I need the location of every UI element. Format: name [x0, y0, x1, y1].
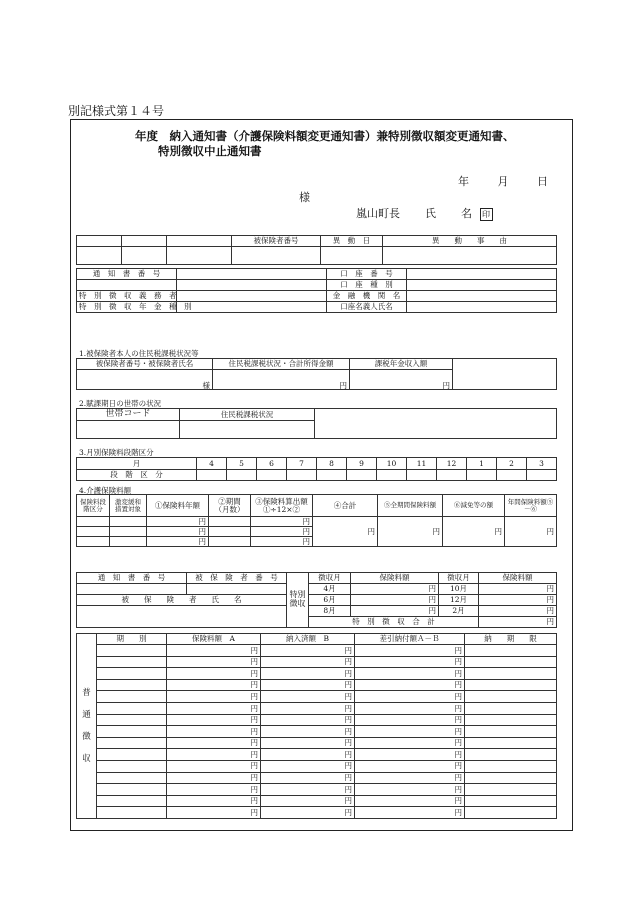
insured-number-header2: 被 保 険 者 番 号	[187, 573, 287, 584]
total-value: 円	[313, 517, 378, 547]
empty-cell	[465, 714, 557, 726]
section1-table	[76, 358, 557, 390]
due-date-header: 納 期 限	[465, 634, 557, 645]
empty-cell	[97, 760, 167, 772]
empty-cell	[465, 691, 557, 703]
notice-number-header: 通 知 書 番 号	[77, 573, 187, 584]
yen-value: 円	[355, 656, 465, 668]
empty-cell	[97, 691, 167, 703]
yen-value: 円	[147, 527, 209, 537]
issuer-mei: 名	[461, 207, 472, 220]
ordinary-row	[77, 656, 557, 668]
empty-cell	[97, 668, 167, 680]
reduction-value: 円	[443, 517, 505, 547]
annual-amount-header: 年間保険料額⑤－⑥	[505, 495, 557, 517]
month-header-right: 徴収月	[439, 573, 479, 584]
empty-cell	[97, 749, 167, 761]
empty-cell	[465, 645, 557, 657]
section3-title: 3.月別保険料段階区分	[79, 448, 154, 457]
ordinary-row	[77, 760, 557, 772]
yen-value: 円	[167, 749, 261, 761]
stage-cell	[257, 470, 287, 481]
yen-value: 円	[355, 737, 465, 749]
yen-value: 円	[167, 656, 261, 668]
section3-table	[76, 457, 557, 481]
date-year: 年	[458, 175, 469, 188]
form-subtitle: 特別徴収中止通知書	[158, 144, 262, 158]
yen-value: 円	[355, 795, 465, 807]
withholding-agent-label: 特 別 徴 収 義 務 者	[77, 291, 177, 302]
yen-value: 円	[167, 645, 261, 657]
empty-cell	[465, 795, 557, 807]
empty-cell	[97, 714, 167, 726]
ordinary-row	[77, 691, 557, 703]
stage-cell	[287, 470, 317, 481]
empty-cell	[465, 656, 557, 668]
amount-header-right: 保険料額	[479, 573, 557, 584]
empty-cell	[97, 784, 167, 796]
header-table	[76, 235, 557, 265]
reduction-header: ⑥減免等の額	[443, 495, 505, 517]
amount-header-left: 保険料額	[351, 573, 439, 584]
stage-cell	[467, 470, 497, 481]
ordinary-collection-label: 普通徴収	[77, 634, 97, 819]
stage-cell	[197, 470, 227, 481]
yen-value: 円	[355, 679, 465, 691]
month-cell: 4月	[309, 584, 351, 595]
month-cell: 8月	[309, 606, 351, 617]
yen-value: 円	[355, 807, 465, 819]
yen-value: 円	[261, 691, 355, 703]
pension-income-header: 課税年金収入額	[350, 359, 453, 370]
yen-value: 円	[355, 726, 465, 738]
yen-value: 円	[355, 772, 465, 784]
stage-header: 保険料段階区分	[77, 495, 110, 517]
stage-cell	[437, 470, 467, 481]
blank-label	[77, 280, 177, 291]
full-period-value: 円	[378, 517, 443, 547]
empty-cell	[465, 784, 557, 796]
yen-value: 円	[167, 714, 261, 726]
account-type-label: 口 座 種 別	[327, 280, 407, 291]
seal-icon: 印	[480, 208, 493, 221]
yen-value: 円	[167, 760, 261, 772]
special-collection-label: 特別徴収	[287, 573, 309, 628]
issuer-title: 嵐山町長	[356, 207, 400, 220]
yen-value: 円	[167, 726, 261, 738]
yen-value: 円	[351, 606, 439, 617]
recipient-honorific: 様	[299, 191, 310, 204]
empty-cell	[97, 795, 167, 807]
section4-title: 4.介護保険料額	[79, 486, 132, 495]
yen-value: 円	[167, 784, 261, 796]
ordinary-row	[77, 726, 557, 738]
pension-value: 円	[350, 370, 453, 390]
insured-name-header: 被保険者番号・被保険者氏名	[77, 359, 213, 370]
month-column-header: 1	[467, 458, 497, 470]
period-header: ②期間（月数）	[209, 495, 251, 517]
section4-table	[76, 494, 557, 547]
date-day: 日	[537, 175, 548, 188]
pension-type-label: 特 別 徴 収 年 金 種 別	[77, 302, 177, 313]
ordinary-row	[77, 714, 557, 726]
household-tax-header: 住民税課税状況	[180, 409, 315, 421]
ordinary-row	[77, 807, 557, 819]
ordinary-collection-table	[76, 633, 557, 819]
yen-value: 円	[167, 737, 261, 749]
yen-value: 円	[261, 784, 355, 796]
relief-header: 激変緩和措置対象	[110, 495, 147, 517]
section2-title: 2.賦課期日の世帯の状況	[79, 399, 162, 408]
stage-cell	[497, 470, 527, 481]
month-column-header: 8	[317, 458, 347, 470]
yen-value: 円	[355, 645, 465, 657]
yen-value: 円	[479, 584, 557, 595]
ordinary-row	[77, 772, 557, 784]
account-number-label: 口 座 番 号	[327, 269, 407, 280]
empty-cell	[465, 726, 557, 738]
yen-value: 円	[261, 726, 355, 738]
yen-value: 円	[167, 795, 261, 807]
insured-name-value: 様	[77, 370, 213, 390]
insured-number-header: 被保険者番号	[232, 236, 321, 247]
income-value: 円	[213, 370, 350, 390]
empty-cell	[97, 772, 167, 784]
month-cell: 2月	[439, 606, 479, 617]
tax-status-header: 住民税課税状況・合計所得金額	[213, 359, 350, 370]
section2-table	[76, 408, 557, 439]
yen-value: 円	[351, 584, 439, 595]
yen-value: 円	[355, 760, 465, 772]
empty-cell	[465, 702, 557, 714]
stage-cell	[407, 470, 437, 481]
paid-b-header: 納入済額 B	[261, 634, 355, 645]
ordinary-row	[77, 737, 557, 749]
account-holder-label: 口座名義人氏名	[327, 302, 407, 313]
bank-name-label: 金 融 機 関 名	[327, 291, 407, 302]
month-column-header: 6	[257, 458, 287, 470]
yen-value: 円	[355, 702, 465, 714]
yen-value: 円	[147, 537, 209, 547]
empty-cell	[465, 679, 557, 691]
calculated-header: ③保険料算出額①÷12×②	[251, 495, 313, 517]
annual-amount-value: 円	[505, 517, 557, 547]
special-total-label: 特 別 徴 収 合 計	[309, 617, 479, 628]
month-column-header: 3	[527, 458, 557, 470]
yen-value: 円	[167, 772, 261, 784]
yen-value: 円	[261, 807, 355, 819]
empty-cell	[97, 656, 167, 668]
premium-a-header: 保険料額 A	[167, 634, 261, 645]
insured-name-header2: 被 保 険 者 氏 名	[77, 595, 287, 606]
stage-cell	[347, 470, 377, 481]
yen-value: 円	[261, 702, 355, 714]
stage-cell	[317, 470, 347, 481]
yen-value: 円	[261, 656, 355, 668]
yen-value: 円	[351, 595, 439, 606]
month-column-header: 12	[437, 458, 467, 470]
diff-header: 差引納付額Ａ－Ｂ	[355, 634, 465, 645]
household-code-header: 世帯コード	[77, 409, 180, 421]
yen-value: 円	[261, 668, 355, 680]
month-label: 月	[77, 458, 197, 470]
issue-date	[458, 173, 548, 189]
special-collection-table	[76, 572, 557, 628]
month-column-header: 4	[197, 458, 227, 470]
month-column-header: 5	[227, 458, 257, 470]
change-date-header: 異 動 日	[321, 236, 383, 247]
empty-cell	[97, 679, 167, 691]
month-cell: 10月	[439, 584, 479, 595]
stage-cell	[227, 470, 257, 481]
month-column-header: 9	[347, 458, 377, 470]
ordinary-row	[77, 784, 557, 796]
month-column-header: 11	[407, 458, 437, 470]
empty-cell	[465, 772, 557, 784]
special-total-value: 円	[479, 617, 557, 628]
annual-premium-header: ①保険料年額	[147, 495, 209, 517]
empty-cell	[97, 737, 167, 749]
empty-cell	[465, 760, 557, 772]
yen-value: 円	[261, 749, 355, 761]
yen-value: 円	[167, 702, 261, 714]
yen-value: 円	[261, 645, 355, 657]
empty-cell	[97, 702, 167, 714]
yen-value: 円	[167, 668, 261, 680]
yen-value: 円	[355, 749, 465, 761]
yen-value: 円	[479, 595, 557, 606]
month-cell: 12月	[439, 595, 479, 606]
section1-title: 1.被保険者本人の住民税課税状況等	[79, 349, 199, 358]
account-table	[76, 268, 557, 313]
ordinary-row	[77, 702, 557, 714]
form-label: 別記様式第１４号	[68, 104, 165, 118]
ordinary-row	[77, 795, 557, 807]
yen-value: 円	[167, 691, 261, 703]
yen-value: 円	[167, 807, 261, 819]
empty-cell	[97, 645, 167, 657]
yen-value: 円	[251, 537, 313, 547]
ordinary-row	[77, 679, 557, 691]
ordinary-row	[77, 749, 557, 761]
issuer	[356, 205, 493, 221]
month-header-left: 徴収月	[309, 573, 351, 584]
notice-number-label: 通 知 書 番 号	[77, 269, 177, 280]
full-period-header: ⑤全期間保険料額	[378, 495, 443, 517]
month-column-header: 2	[497, 458, 527, 470]
period-column-header: 期 別	[97, 634, 167, 645]
empty-cell	[465, 749, 557, 761]
yen-value: 円	[251, 517, 313, 527]
yen-value: 円	[261, 760, 355, 772]
yen-value: 円	[355, 784, 465, 796]
change-reason-header: 異 動 事 由	[383, 236, 557, 247]
yen-value: 円	[167, 679, 261, 691]
yen-value: 円	[261, 679, 355, 691]
month-column-header: 10	[377, 458, 407, 470]
yen-value: 円	[261, 737, 355, 749]
yen-value: 円	[261, 714, 355, 726]
ordinary-row	[77, 645, 557, 657]
empty-cell	[465, 807, 557, 819]
issuer-shi: 氏	[425, 207, 436, 220]
empty-cell	[465, 668, 557, 680]
yen-value: 円	[355, 714, 465, 726]
yen-value: 円	[355, 668, 465, 680]
month-cell: 6月	[309, 595, 351, 606]
stage-cell	[527, 470, 557, 481]
date-month: 月	[497, 175, 509, 188]
yen-value: 円	[261, 795, 355, 807]
form-title: 年度 納入通知書（介護保険料額変更通知書）兼特別徴収額変更通知書、	[135, 129, 515, 143]
month-column-header: 7	[287, 458, 317, 470]
total-header: ④合計	[313, 495, 378, 517]
yen-value: 円	[261, 772, 355, 784]
yen-value: 円	[479, 606, 557, 617]
yen-value: 円	[355, 691, 465, 703]
yen-value: 円	[147, 517, 209, 527]
stage-label: 段 階 区 分	[77, 470, 197, 481]
empty-cell	[465, 737, 557, 749]
empty-cell	[97, 807, 167, 819]
stage-cell	[377, 470, 407, 481]
ordinary-row	[77, 668, 557, 680]
yen-value: 円	[251, 527, 313, 537]
empty-cell	[97, 726, 167, 738]
